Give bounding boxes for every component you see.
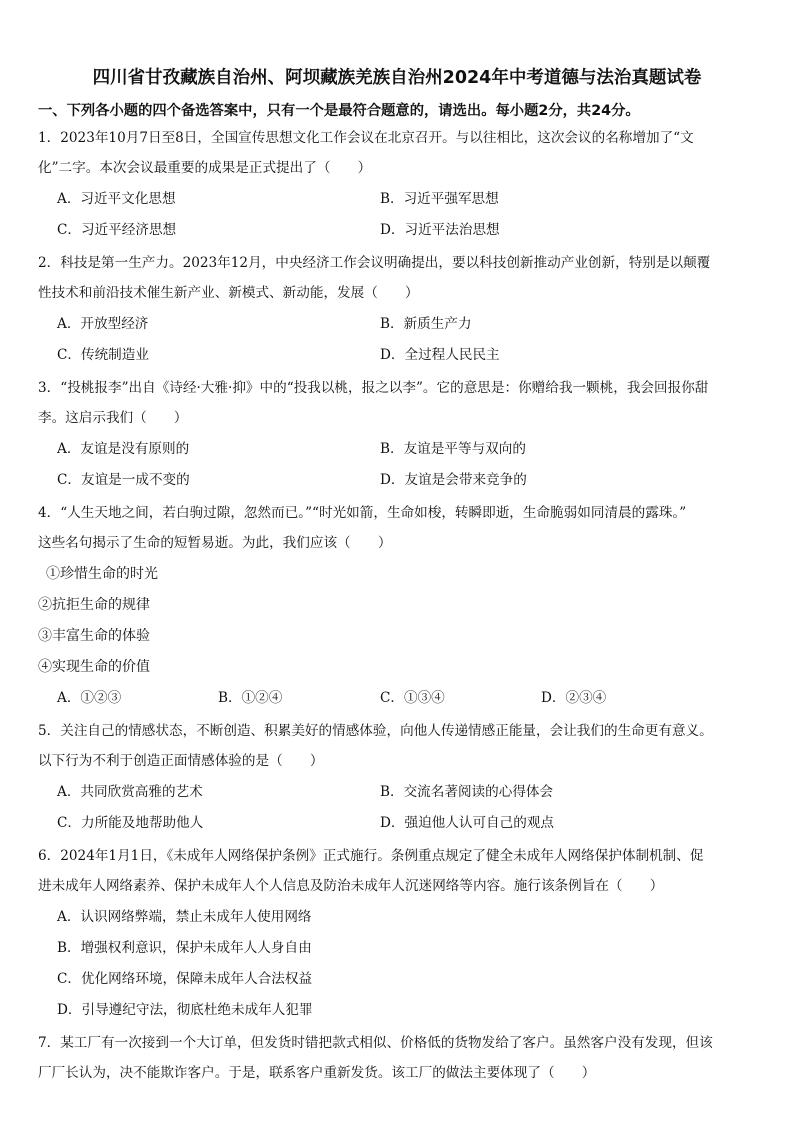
question-4-option-c[interactable]: C．①③④	[380, 690, 445, 706]
question-1-option-c[interactable]: C．习近平经济思想	[57, 222, 177, 238]
section-heading: 一、下列各小题的四个备选答案中，只有一个是最符合题意的，请选出。每小题2分，共24分。	[38, 103, 640, 119]
question-2-option-a[interactable]: A．开放型经济	[57, 316, 149, 332]
question-4-line-1: 4．“人生天地之间，若白驹过隙，忽然而已。”“时光如箭，生命如梭，转瞬即逝，生命脆弱如同清晨的露珠。”	[38, 505, 687, 521]
question-4-statement-2: ②抗拒生命的规律	[38, 597, 150, 613]
question-4-line-2: 这些名句揭示了生命的短暂易逝。为此，我们应该（ ）	[38, 535, 392, 551]
question-4-option-b[interactable]: B．①②④	[218, 690, 283, 706]
question-4-option-a[interactable]: A．①②③	[57, 690, 122, 706]
question-1-line-2: 化”二字。本次会议最重要的成果是正式提出了（ ）	[38, 160, 372, 176]
question-7-line-2: 厂厂长认为，决不能欺诈客户。于是，联系客户重新发货。该工厂的做法主要体现了（ ）	[38, 1065, 596, 1081]
question-3-line-2: 李。这启示我们（ ）	[38, 410, 188, 426]
question-1-option-b[interactable]: B．习近平强军思想	[380, 191, 499, 207]
question-5-option-d[interactable]: D．强迫他人认可自己的观点	[380, 815, 555, 831]
question-4-statement-1: ①珍惜生命的时光	[46, 566, 158, 582]
question-2-line-2: 性技术和前沿技术催生新产业、新模式、新动能，发展（ ）	[38, 285, 419, 301]
question-3-option-d[interactable]: D．友谊是会带来竞争的	[380, 472, 527, 488]
question-1-line-1: 1．2023年10月7日至8日，全国宣传思想文化工作会议在北京召开。与以往相比，这次会议的名称增加了“文	[38, 130, 694, 146]
question-4-statement-3: ③丰富生命的体验	[38, 628, 150, 644]
question-2-line-1: 2．科技是第一生产力。2023年12月，中央经济工作会议明确提出，要以科技创新推动产业创新，特别是以颠覆	[38, 255, 711, 271]
question-1-option-d[interactable]: D．习近平法治思想	[380, 222, 500, 238]
question-1-option-a[interactable]: A．习近平文化思想	[57, 191, 176, 207]
question-5-line-2: 以下行为不利于创造正面情感体验的是（ ）	[38, 753, 324, 769]
exam-title: 四川省甘孜藏族自治州、阿坝藏族羌族自治州2024年中考道德与法治真题试卷	[92, 68, 702, 88]
question-6-option-b[interactable]: B．增强权利意识，保护未成年人人身自由	[57, 940, 312, 956]
question-5-line-1: 5．关注自己的情感状态，不断创造、积累美好的情感体验，向他人传递情感正能量，会让我们的生命更有意义。	[38, 723, 713, 739]
question-5-option-b[interactable]: B．交流名著阅读的心得体会	[380, 784, 554, 800]
question-6-line-1: 6．2024年1月1日，《未成年人网络保护条例》正式施行。条例重点规定了健全未成年人网络保护体制机制、促	[38, 848, 704, 864]
question-3-line-1: 3．“投桃报李”出自《诗经·大雅·抑》中的“投我以桃，报之以李”。它的意思是：你赠给我一颗桃，我会回报你甜	[38, 380, 709, 396]
question-2-option-d[interactable]: D．全过程人民民主	[380, 347, 500, 363]
question-7-line-1: 7．某工厂有一次接到一个大订单，但发货时错把款式相似、价格低的货物发给了客户。虽然客户没有发现，但该	[38, 1035, 713, 1051]
question-3-option-c[interactable]: C．友谊是一成不变的	[57, 472, 190, 488]
question-2-option-c[interactable]: C．传统制造业	[57, 347, 149, 363]
question-4-option-d[interactable]: D．②③④	[541, 690, 607, 706]
question-4-statement-4: ④实现生命的价值	[38, 659, 150, 675]
question-2-option-b[interactable]: B．新质生产力	[380, 316, 472, 332]
question-6-line-2: 进未成年人网络素养、保护未成年人个人信息及防治未成年人沉迷网络等内容。施行该条例旨在（ ）	[38, 878, 664, 894]
question-6-option-d[interactable]: D．引导遵纪守法，彻底杜绝未成年人犯罪	[57, 1002, 313, 1018]
question-6-option-a[interactable]: A．认识网络弊端，禁止未成年人使用网络	[57, 909, 312, 925]
question-3-option-b[interactable]: B．友谊是平等与双向的	[380, 441, 526, 457]
question-6-option-c[interactable]: C．优化网络环境，保障未成年人合法权益	[57, 971, 313, 987]
question-5-option-a[interactable]: A．共同欣赏高雅的艺术	[57, 784, 203, 800]
question-5-option-c[interactable]: C．力所能及地帮助他人	[57, 815, 204, 831]
question-3-option-a[interactable]: A．友谊是没有原则的	[57, 441, 190, 457]
